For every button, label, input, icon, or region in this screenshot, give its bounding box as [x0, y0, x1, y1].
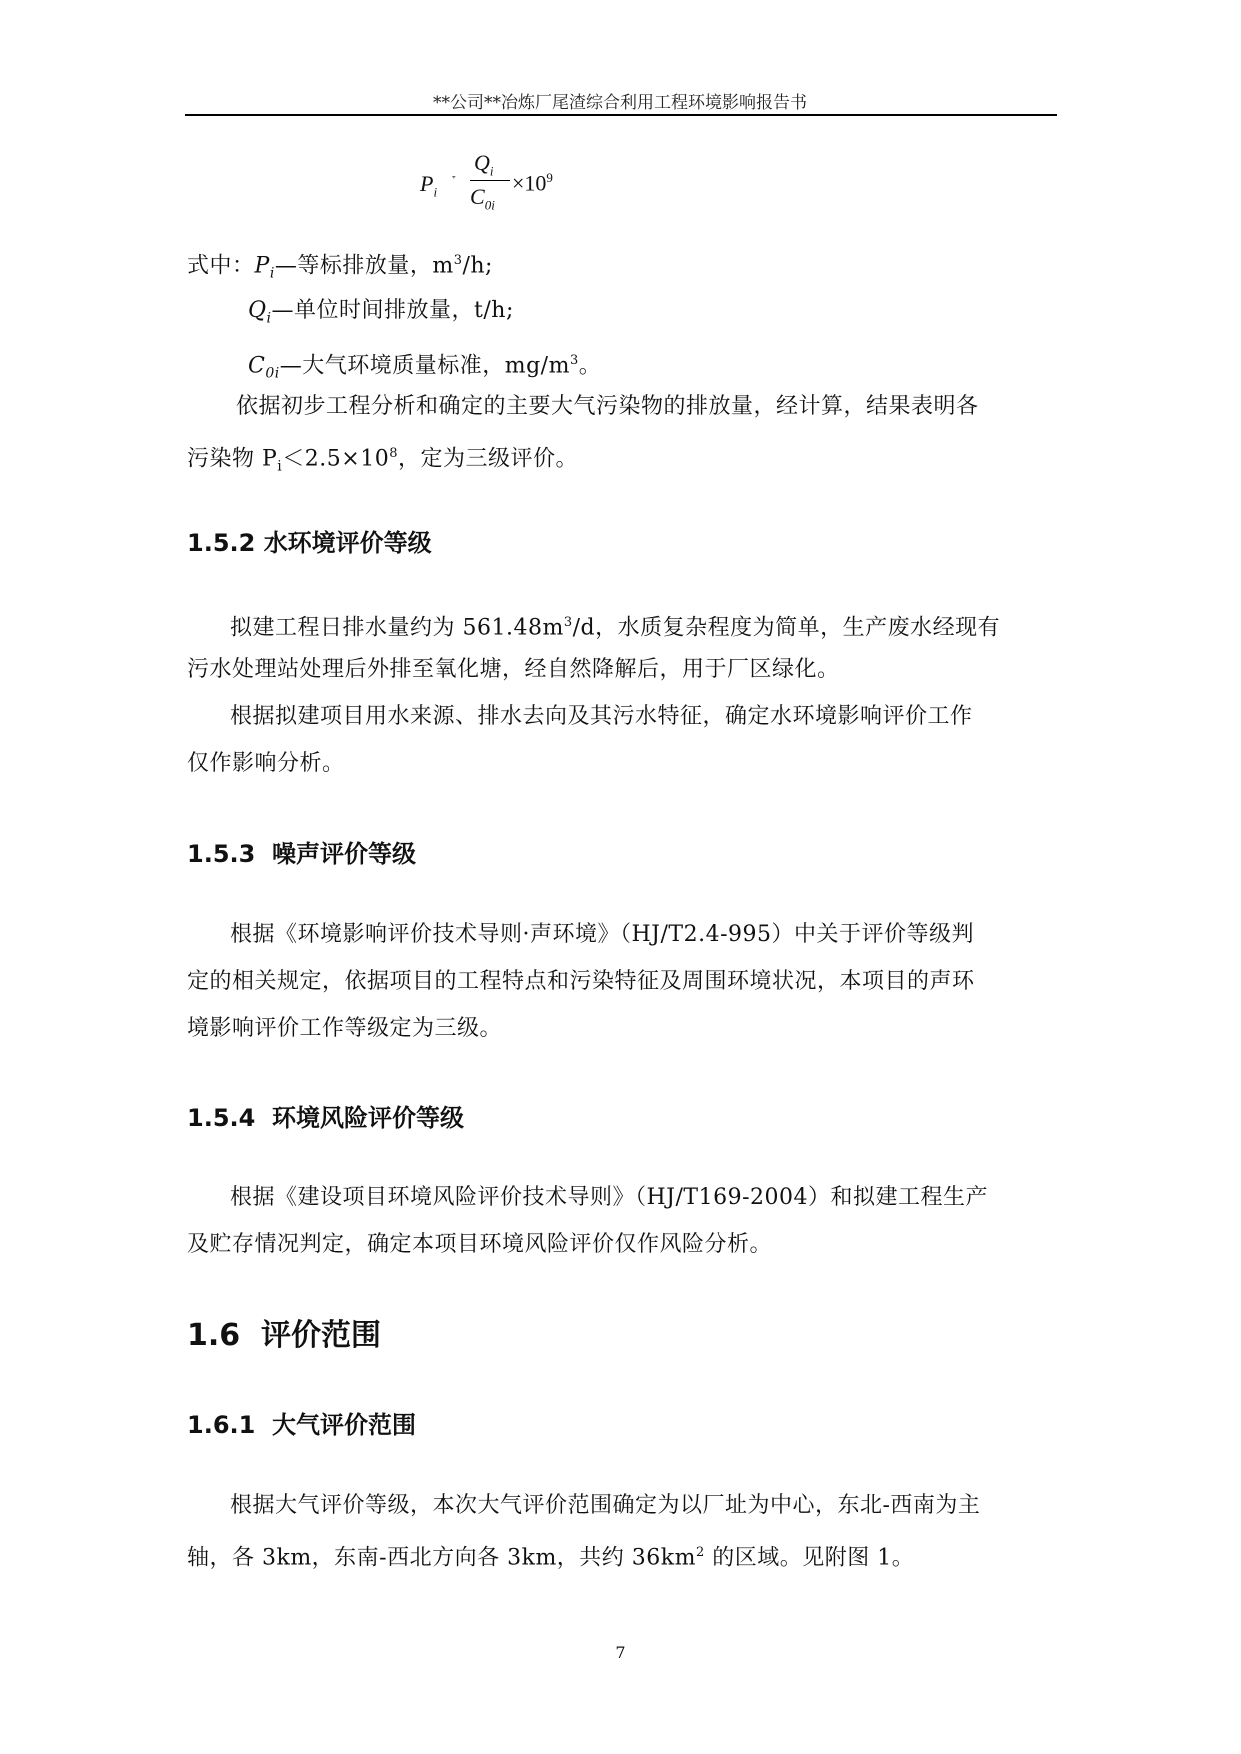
- header-rule: [185, 114, 1057, 116]
- definition-p: 式中：$P_i—$等标排放量，$m^3/h$;: [187, 253, 493, 282]
- section-heading-1-5-4: 1.5.4 环境风险评价等级: [187, 1104, 465, 1132]
- formula-lhs: $P_i$: [420, 171, 438, 200]
- section-heading-1-5-3: 1.5.3 噪声评价等级: [187, 840, 417, 868]
- formula-numerator: $Q_i$: [474, 150, 494, 179]
- air-paragraph-line-2: 污染物 $P_i<2.5\times 10^8$，定为三级评价。: [187, 446, 578, 475]
- page-number: 7: [615, 1643, 626, 1662]
- definition-c: $C_{0i}—$大气环境质量标准，$mg/m^3$。: [248, 353, 602, 382]
- formula-denominator: $C_{0i}$: [470, 184, 495, 213]
- air-range-paragraph-line-1: 根据大气评价等级，本次大气评价范围确定为以厂址为中心，东北-西南为主: [230, 1493, 981, 1518]
- section-heading-1-5-2: 1.5.2 水环境评价等级: [187, 529, 432, 557]
- water-paragraph-1-line-1: 拟建工程日排水量约为 $561.48m^3/d$，水质复杂程度为简单，生产废水经现有: [230, 615, 1001, 641]
- water-paragraph-2-line-2: 仅作影响分析。: [187, 751, 345, 776]
- noise-paragraph-line-1: 根据《环境影响评价技术导则·声环境》（HJ/T2.4-995）中关于评价等级判: [230, 922, 974, 947]
- risk-paragraph-line-1: 根据《建设项目环境风险评价技术导则》（HJ/T169-2004）和拟建工程生产: [230, 1185, 989, 1210]
- air-paragraph-line-1: 依据初步工程分析和确定的主要大气污染物的排放量，经计算，结果表明各: [236, 394, 979, 419]
- page-header: **公司**冶炼厂尾渣综合利用工程环境影响报告书: [433, 93, 807, 113]
- water-paragraph-1-line-2: 污水处理站处理后外排至氧化塘，经自然降解后，用于厂区绿化。: [187, 657, 840, 682]
- noise-paragraph-line-2: 定的相关规定，依据项目的工程特点和污染特征及周围环境状况，本项目的声环: [187, 969, 975, 994]
- water-paragraph-2-line-1: 根据拟建项目用水来源、排水去向及其污水特征，确定水环境影响评价工作: [230, 704, 973, 729]
- noise-paragraph-line-3: 境影响评价工作等级定为三级。: [187, 1016, 503, 1041]
- fraction-bar: [470, 180, 510, 181]
- section-heading-1-6-1: 1.6.1 大气评价范围: [187, 1411, 417, 1439]
- air-range-paragraph-line-2: 轴，各 3km，东南-西北方向各 3km，共约 $36km^2$ 的区域。见附图 1。: [187, 1545, 915, 1571]
- formula-multiplier: $\times 10^9$: [512, 170, 553, 196]
- equivalent-emission-formula: [420, 150, 620, 220]
- section-heading-1-6: 1.6 评价范围: [187, 1318, 382, 1353]
- definition-q: $Q_i—$单位时间排放量，t/h;: [248, 298, 514, 327]
- risk-paragraph-line-2: 及贮存情况判定，确定本项目环境风险评价仅作风险分析。: [187, 1232, 773, 1257]
